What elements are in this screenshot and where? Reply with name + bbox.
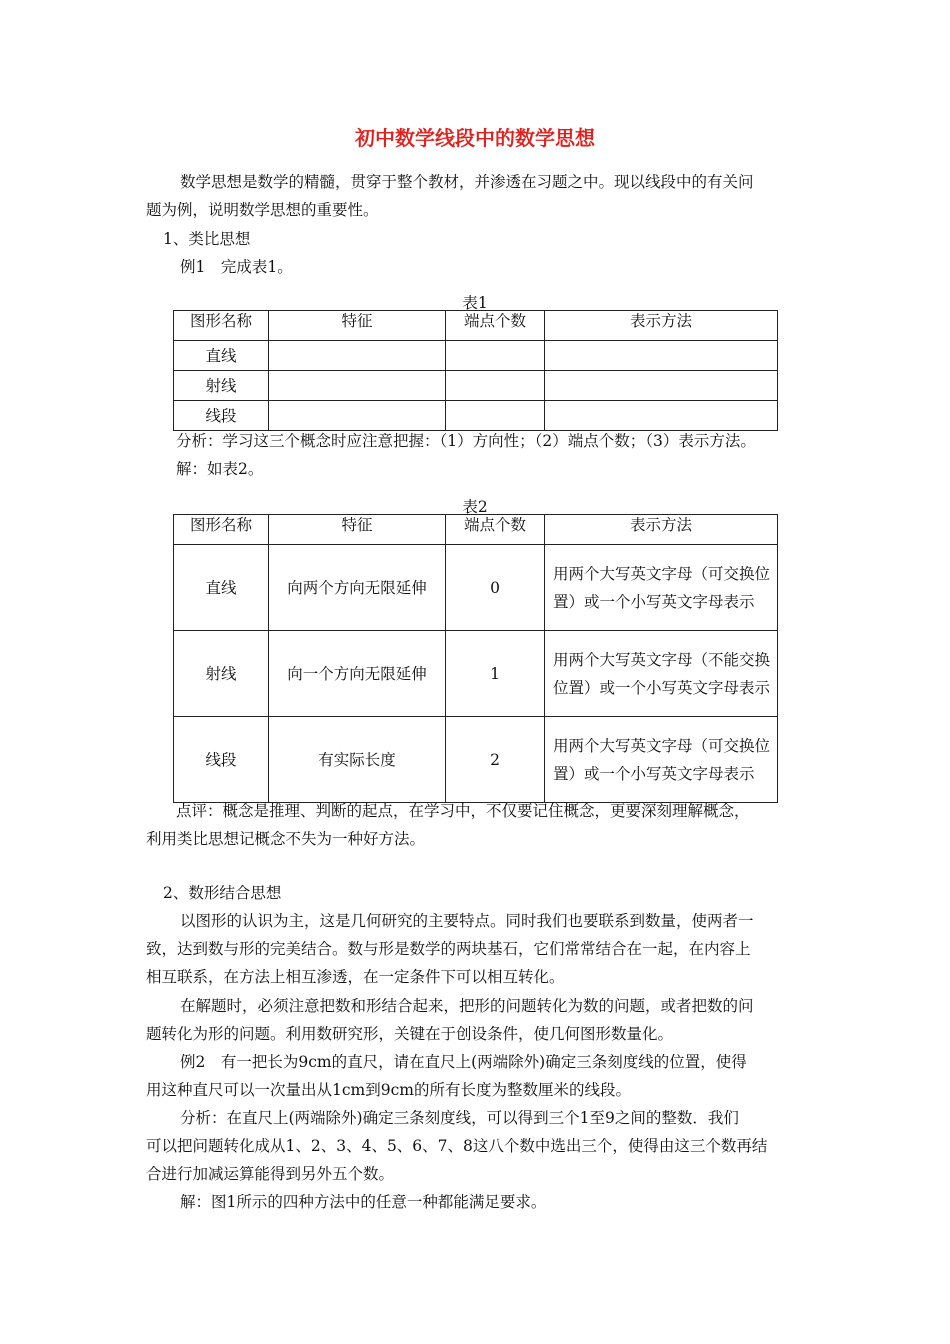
notation-method-cell: 用两个大写英文字母（不能交换位置）或一个小写英文字母表示: [545, 631, 778, 717]
table-2-caption: 表2: [462, 498, 488, 516]
analysis-1: 分析：学习这三个概念时应注意把握：（1）方向性；（2）端点个数；（3）表示方法。: [176, 432, 756, 450]
table-row: [174, 545, 778, 631]
feature-cell: 向一个方向无限延伸: [269, 631, 446, 717]
feature-cell: 有实际长度: [269, 717, 446, 803]
analysis-2-line-2: 可以把问题转化成从1、2、3、4、5、6、7、8这八个数中选出三个，使得由这三个数再结: [146, 1137, 768, 1155]
table-row: [174, 717, 778, 803]
table-2-header-cell: 表示方法: [545, 515, 778, 545]
notation-method-cell: 用两个大写英文字母（可交换位置）或一个小写英文字母表示: [545, 545, 778, 631]
table-row: [174, 371, 778, 401]
para-2-line-2: 题转化为形的问题。利用数研究形，关键在于创设条件，使几何图形数量化。: [146, 1025, 674, 1043]
para-2-line-1: 在解题时，必须注意把数和形结合起来，把形的问题转化为数的问题，或者把数的问: [180, 997, 754, 1015]
example-2-line-1: 例2 有一把长为9cm的直尺，请在直尺上(两端除外)确定三条刻度线的位置，使得: [180, 1053, 747, 1071]
table-1-header-cell: 端点个数: [446, 311, 545, 341]
empty-cell: [545, 401, 778, 431]
empty-cell: [446, 371, 545, 401]
example-2-line-2: 用这种直尺可以一次量出从1cm到9cm的所有长度为整数厘米的线段。: [146, 1081, 631, 1099]
endpoint-count-cell: 2: [446, 717, 545, 803]
example-1: 例1 完成表1。: [180, 258, 293, 276]
table-2-header-cell: 特征: [269, 515, 446, 545]
empty-cell: [269, 401, 446, 431]
comment-line-1: 点评：概念是推理、判断的起点，在学习中，不仅要记住概念，更要深刻理解概念，: [176, 802, 750, 820]
empty-cell: [545, 371, 778, 401]
figure-name-cell: 线段: [174, 717, 269, 803]
para-1-line-1: 以图形的认识为主，这是几何研究的主要特点。同时我们也要联系到数量，使两者一: [180, 912, 754, 930]
empty-cell: [269, 341, 446, 371]
analysis-2-line-1: 分析：在直尺上(两端除外)确定三条刻度线，可以得到三个1至9之间的整数．我们: [180, 1109, 739, 1127]
table-row: [174, 401, 778, 431]
table-1: [173, 310, 778, 431]
para-1-line-3: 相互联系，在方法上相互渗透，在一定条件下可以相互转化。: [146, 968, 565, 986]
page-title: 初中数学线段中的数学思想: [355, 126, 595, 150]
section-2-heading: 2、数形结合思想: [163, 884, 282, 902]
feature-cell: 向两个方向无限延伸: [269, 545, 446, 631]
figure-name-cell: 射线: [174, 631, 269, 717]
table-row: [174, 631, 778, 717]
notation-method-cell: 用两个大写英文字母（可交换位置）或一个小写英文字母表示: [545, 717, 778, 803]
empty-cell: [446, 401, 545, 431]
table-2: [173, 514, 778, 803]
table-1-name-cell: 直线: [174, 341, 269, 371]
table-1-caption: 表1: [462, 294, 488, 312]
empty-cell: [269, 371, 446, 401]
endpoint-count-cell: 1: [446, 631, 545, 717]
intro-line-1: 数学思想是数学的精髓，贯穿于整个教材，并渗透在习题之中。现以线段中的有关问: [180, 173, 754, 191]
table-1-header-cell: 图形名称: [174, 311, 269, 341]
table-1-header-cell: 表示方法: [545, 311, 778, 341]
solution-1: 解：如表2。: [176, 460, 264, 478]
section-1-heading: 1、类比思想: [163, 230, 251, 248]
table-2-header-cell: 端点个数: [446, 515, 545, 545]
para-1-line-2: 致，达到数与形的完美结合。数与形是数学的两块基石，它们常常结合在一起，在内容上: [146, 940, 751, 958]
empty-cell: [446, 341, 545, 371]
comment-line-2: 利用类比思想记概念不失为一种好方法。: [146, 830, 426, 848]
table-row: [174, 341, 778, 371]
table-1-name-cell: 线段: [174, 401, 269, 431]
endpoint-count-cell: 0: [446, 545, 545, 631]
table-1-name-cell: 射线: [174, 371, 269, 401]
table-1-header-row: [174, 311, 778, 341]
figure-name-cell: 直线: [174, 545, 269, 631]
analysis-2-line-3: 合进行加减运算能得到另外五个数。: [146, 1165, 395, 1183]
table-2-header-row: [174, 515, 778, 545]
table-1-header-cell: 特征: [269, 311, 446, 341]
intro-line-2: 题为例，说明数学思想的重要性。: [146, 201, 379, 219]
empty-cell: [545, 341, 778, 371]
table-2-header-cell: 图形名称: [174, 515, 269, 545]
solution-2: 解：图1所示的四种方法中的任意一种都能满足要求。: [180, 1193, 547, 1211]
